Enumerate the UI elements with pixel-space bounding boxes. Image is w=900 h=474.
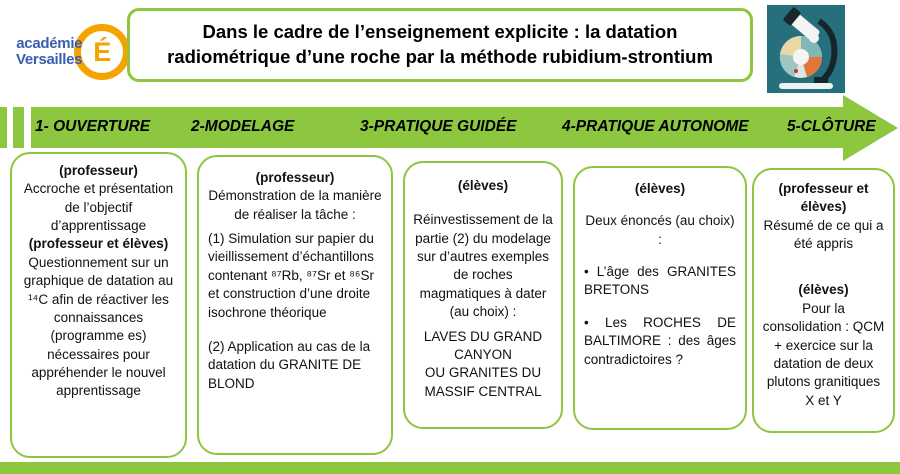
footer-accent-bar	[0, 462, 900, 474]
logo-line1: académie	[16, 34, 83, 52]
phase-label-pratique-guidee: 3-PRATIQUE GUIDÉE	[360, 118, 517, 135]
logo-emblem-icon	[74, 24, 130, 80]
phase-label-pratique-autonome: 4-PRATIQUE AUTONOME	[562, 118, 749, 135]
column-text: OU GRANITES DU MASSIF CENTRAL	[424, 365, 542, 399]
microscope-globe-icon	[767, 5, 845, 93]
column-cloture	[752, 168, 895, 433]
microscope-svg	[767, 5, 845, 93]
column-text: Questionnement sur un graphique de datation au ¹⁴C afin de réactiver les connaissances (programme es) nécessaires pour appréhender le nouvel apprentissage	[23, 254, 174, 399]
column-modelage	[197, 155, 393, 455]
phase-label-ouverture: 1- OUVERTURE	[35, 118, 151, 135]
title-box	[127, 8, 753, 82]
academie-versailles-logo	[16, 24, 130, 80]
arrow-tail-stripe-2	[13, 107, 24, 148]
column-text: Deux énoncés (au choix) :	[585, 213, 735, 247]
logo-line2: Versailles	[16, 51, 83, 68]
column-text: Pour la consolidation : QCM + exercice sur la datation de deux plutons granitiques X et Y	[762, 300, 885, 408]
arrow-tail-stripe-1	[0, 107, 7, 148]
column-pratique-guidee	[403, 161, 563, 429]
phase-label-modelage: 2-MODELAGE	[191, 118, 295, 135]
column-text: Démonstration de la manière de réaliser la tâche :	[208, 188, 382, 222]
column-text: Réinvestissement de la partie (2) du modelage sur d’autres exemples de roches magmatiques à dater (au choix) :	[413, 212, 553, 320]
phase-label-cloture: 5-CLÔTURE	[787, 118, 876, 135]
logo-emblem-letter: É	[93, 36, 112, 67]
actor-label: (élèves)	[634, 181, 686, 196]
column-text: LAVES DU GRAND CANYON	[423, 328, 543, 362]
bullet-item: • L’âge des GRANITES BRETONS	[584, 264, 736, 298]
column-ouverture	[10, 152, 187, 458]
actor-label: (professeur et élèves)	[28, 236, 169, 252]
bullet-item: • Les ROCHES DE BALTIMORE : des âges contradictoires ?	[584, 314, 736, 367]
column-pratique-autonome	[573, 166, 747, 430]
logo-text	[16, 36, 82, 68]
column-text: Résumé de ce qui a été appris	[763, 217, 884, 252]
column-text: (1) Simulation sur papier du vieillissement d’échantillons contenant ⁸⁷Rb, ⁸⁷Sr et ⁸⁶Sr et construction d’une droite isochrone théorique	[208, 231, 374, 320]
column-text: Accroche et présentation de l’objectif d’apprentissage	[23, 181, 174, 234]
actor-label: (élèves)	[457, 178, 509, 193]
actor-label: (élèves)	[798, 282, 849, 298]
actor-label: (professeur)	[59, 163, 138, 178]
column-text: (2) Application au cas de la datation du GRANITE DE BLOND	[208, 338, 371, 391]
actor-label: (professeur)	[255, 170, 335, 185]
slide-title: Dans le cadre de l’enseignement explicite : la datation radiométrique d’une roche par la méthode rubidium-strontium	[167, 21, 713, 67]
actor-label: (professeur et élèves)	[778, 181, 869, 215]
